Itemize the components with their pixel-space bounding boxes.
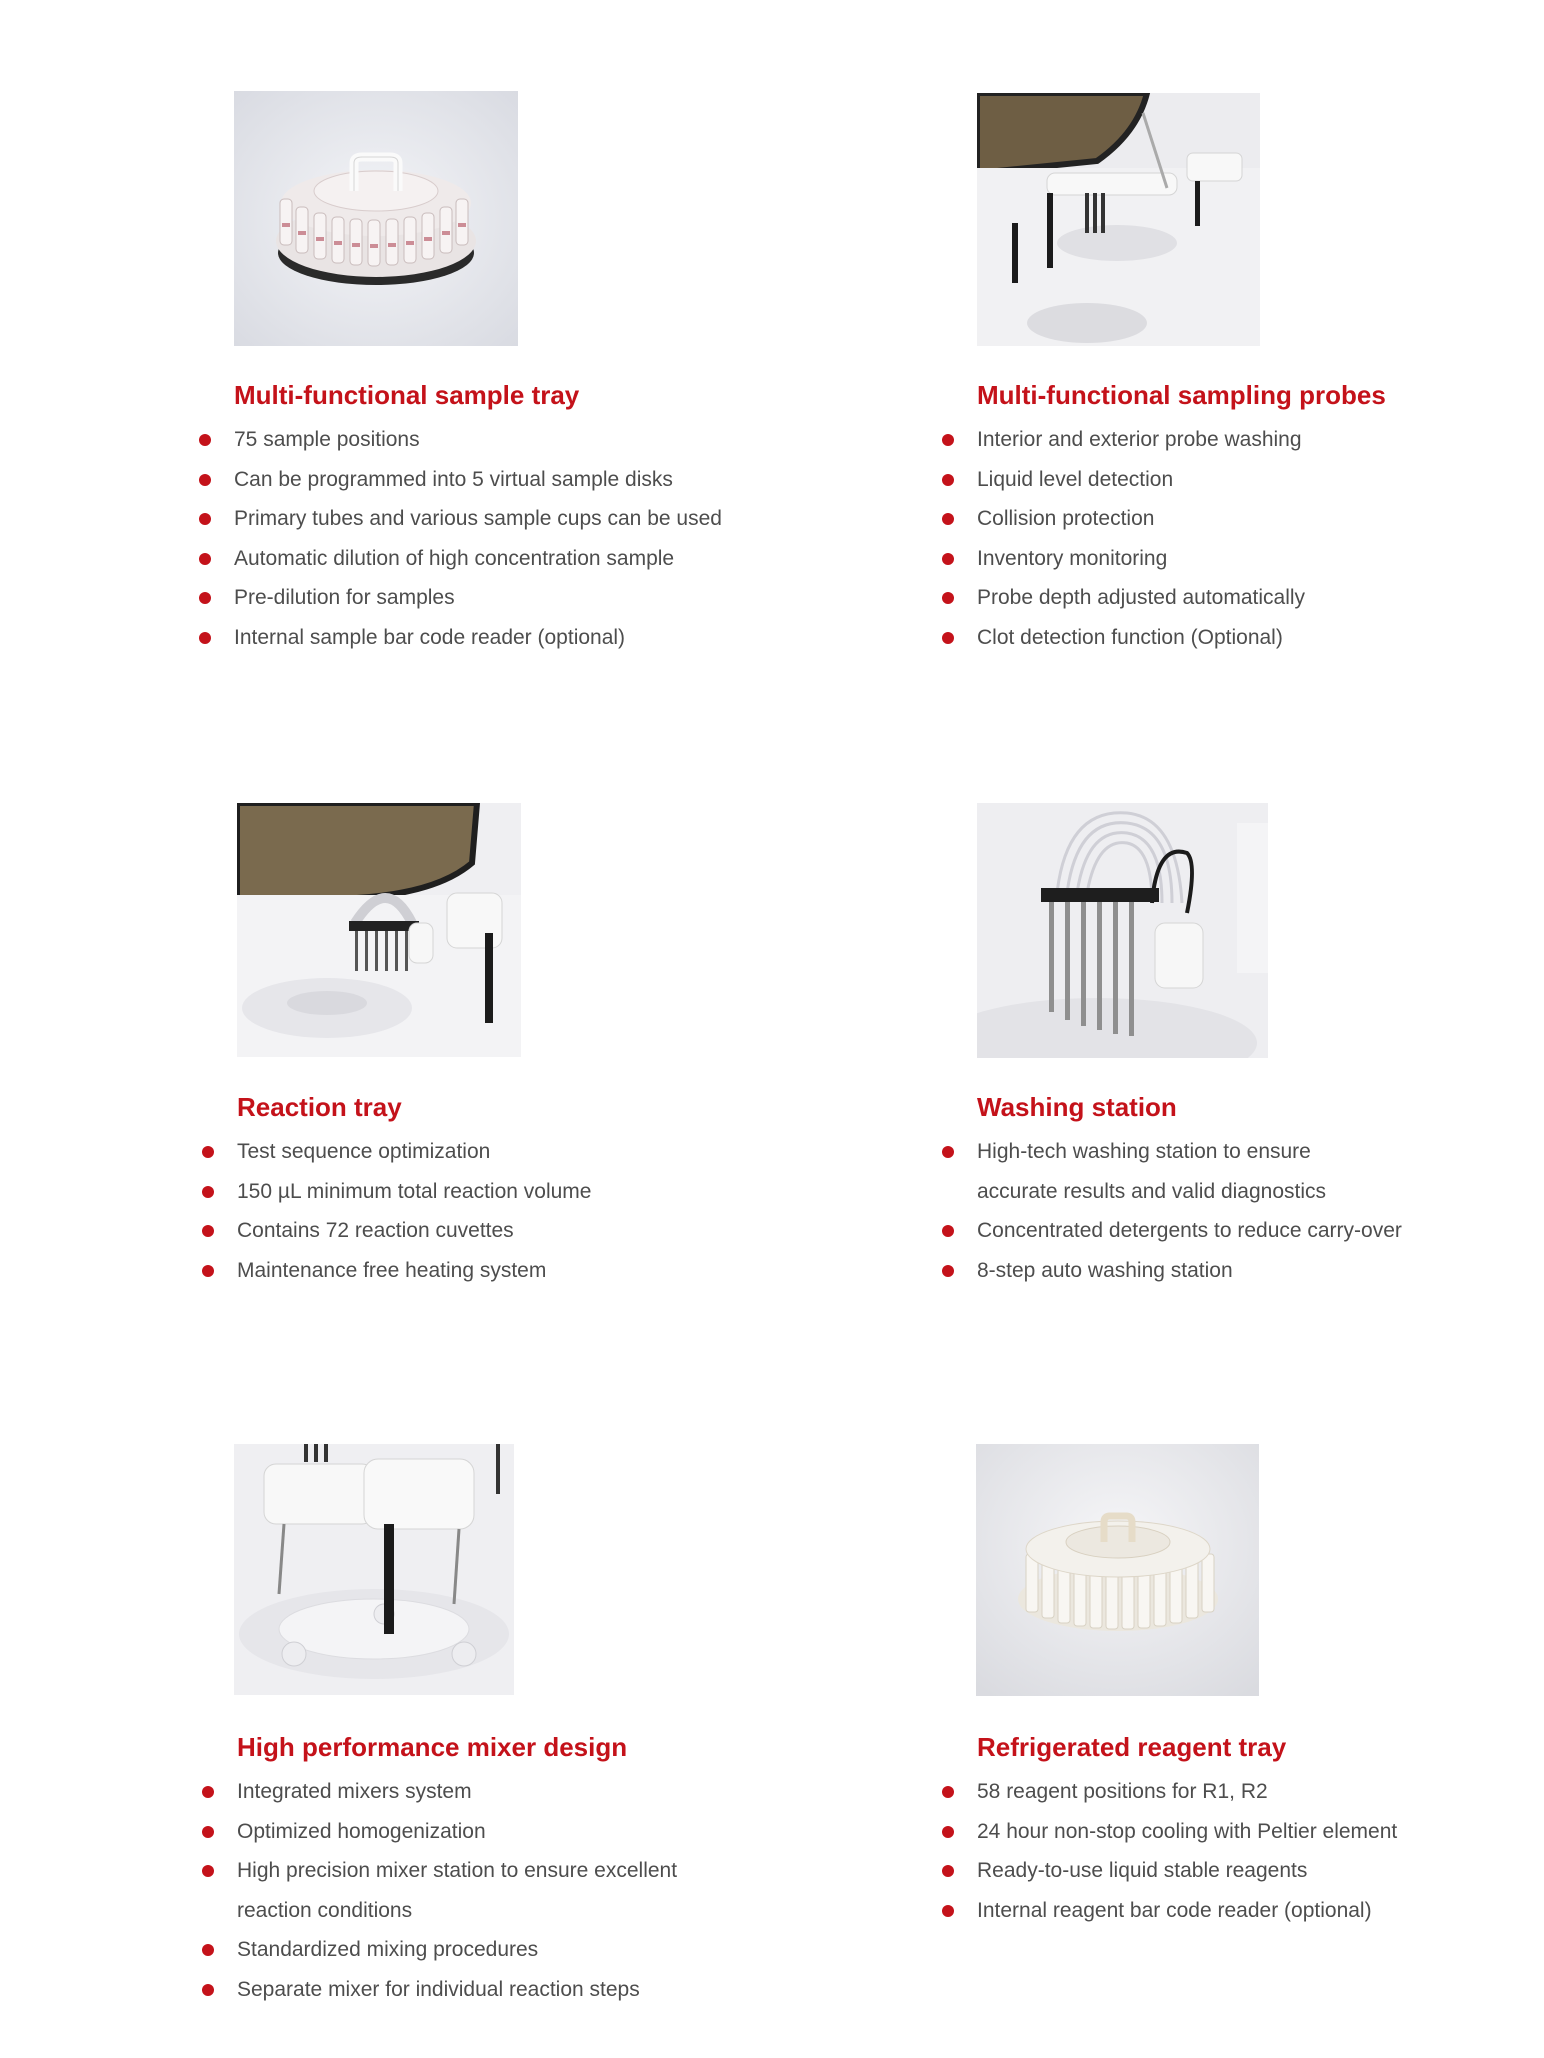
sampling-probes-image (977, 93, 1260, 346)
list-item: Ready-to-use liquid stable reagents (977, 1851, 1397, 1891)
list-item: Integrated mixers system (237, 1772, 677, 1812)
list-item: Probe depth adjusted automatically (977, 578, 1305, 618)
list-item: reaction conditions (237, 1898, 413, 1922)
feature-title: Multi-functional sampling probes (977, 380, 1386, 410)
mixer-photo (234, 1444, 514, 1695)
bullet-dot-icon (942, 1826, 954, 1838)
list-item: Collision protection (977, 499, 1305, 539)
bullet-dot-icon (202, 1265, 214, 1277)
list-item: Maintenance free heating system (237, 1251, 591, 1291)
bullet-dot-icon (942, 1865, 954, 1877)
list-item: Test sequence optimization (237, 1132, 591, 1172)
list-item: Contains 72 reaction cuvettes (237, 1211, 591, 1251)
bullet-dot-icon (942, 1146, 954, 1158)
feature-title: Reaction tray (237, 1092, 402, 1122)
bullet-dot-icon (199, 553, 211, 565)
washing-station-photo (977, 803, 1268, 1058)
bullet-dot-icon (202, 1225, 214, 1237)
feature-bullet-list (977, 1772, 1397, 1930)
bullet-dot-icon (942, 1225, 954, 1237)
list-item: Standardized mixing procedures (237, 1930, 677, 1970)
feature-title: High performance mixer design (237, 1732, 628, 1762)
list-item: Can be programmed into 5 virtual sample disks (234, 460, 722, 500)
reagent-tray-photo (976, 1444, 1259, 1696)
sampling-probes-photo (977, 93, 1260, 346)
list-item: Separate mixer for individual reaction steps (237, 1970, 677, 2010)
reaction-tray-photo (237, 803, 521, 1057)
list-item: 150 µL minimum total reaction volume (237, 1172, 591, 1212)
bullet-dot-icon (202, 1984, 214, 1996)
mixer-image (234, 1444, 514, 1695)
reagent-tray-image (976, 1444, 1259, 1696)
bullet-dot-icon (942, 592, 954, 604)
washing-station-image (977, 803, 1268, 1058)
bullet-dot-icon (199, 434, 211, 446)
list-item: High-tech washing station to ensure (977, 1132, 1402, 1172)
bullet-dot-icon (942, 434, 954, 446)
list-item: High precision mixer station to ensure excellent (237, 1851, 677, 1891)
bullet-dot-icon (942, 553, 954, 565)
list-item: Interior and exterior probe washing (977, 420, 1305, 460)
bullet-dot-icon (202, 1786, 214, 1798)
bullet-dot-icon (202, 1944, 214, 1956)
feature-title: Multi-functional sample tray (234, 380, 580, 410)
list-item: 58 reagent positions for R1, R2 (977, 1772, 1397, 1812)
feature-bullet-list (237, 1132, 591, 1290)
list-item: Inventory monitoring (977, 539, 1305, 579)
list-item: 24 hour non-stop cooling with Peltier element (977, 1812, 1397, 1852)
feature-title: Washing station (977, 1092, 1177, 1122)
list-item: Internal reagent bar code reader (optional) (977, 1891, 1397, 1931)
bullet-dot-icon (202, 1186, 214, 1198)
list-item: Concentrated detergents to reduce carry-over (977, 1211, 1402, 1251)
list-item: Automatic dilution of high concentration sample (234, 539, 722, 579)
bullet-dot-icon (942, 632, 954, 644)
bullet-dot-icon (202, 1865, 214, 1877)
list-item: Optimized homogenization (237, 1812, 677, 1852)
feature-bullet-list (977, 1132, 1402, 1290)
sample-tray-image (234, 91, 518, 346)
bullet-dot-icon (199, 632, 211, 644)
list-item: Pre-dilution for samples (234, 578, 722, 618)
bullet-dot-icon (942, 1265, 954, 1277)
bullet-dot-icon (199, 592, 211, 604)
bullet-dot-icon (199, 474, 211, 486)
list-item: Clot detection function (Optional) (977, 618, 1305, 658)
bullet-dot-icon (202, 1146, 214, 1158)
list-item: 75 sample positions (234, 420, 722, 460)
bullet-dot-icon (942, 1905, 954, 1917)
list-item: accurate results and valid diagnostics (977, 1179, 1327, 1203)
bullet-dot-icon (942, 474, 954, 486)
list-item: Internal sample bar code reader (optional) (234, 618, 722, 658)
list-item: Liquid level detection (977, 460, 1305, 500)
feature-bullet-list (237, 1772, 677, 2009)
list-item: Primary tubes and various sample cups can be used (234, 499, 722, 539)
feature-title: Refrigerated reagent tray (977, 1732, 1287, 1762)
bullet-dot-icon (942, 1786, 954, 1798)
bullet-dot-icon (202, 1826, 214, 1838)
feature-bullet-list (234, 420, 722, 657)
bullet-dot-icon (942, 513, 954, 525)
bullet-dot-icon (199, 513, 211, 525)
reaction-tray-image (237, 803, 521, 1057)
sample-tray-photo (234, 91, 518, 346)
feature-bullet-list (977, 420, 1305, 657)
list-item: 8-step auto washing station (977, 1251, 1402, 1291)
